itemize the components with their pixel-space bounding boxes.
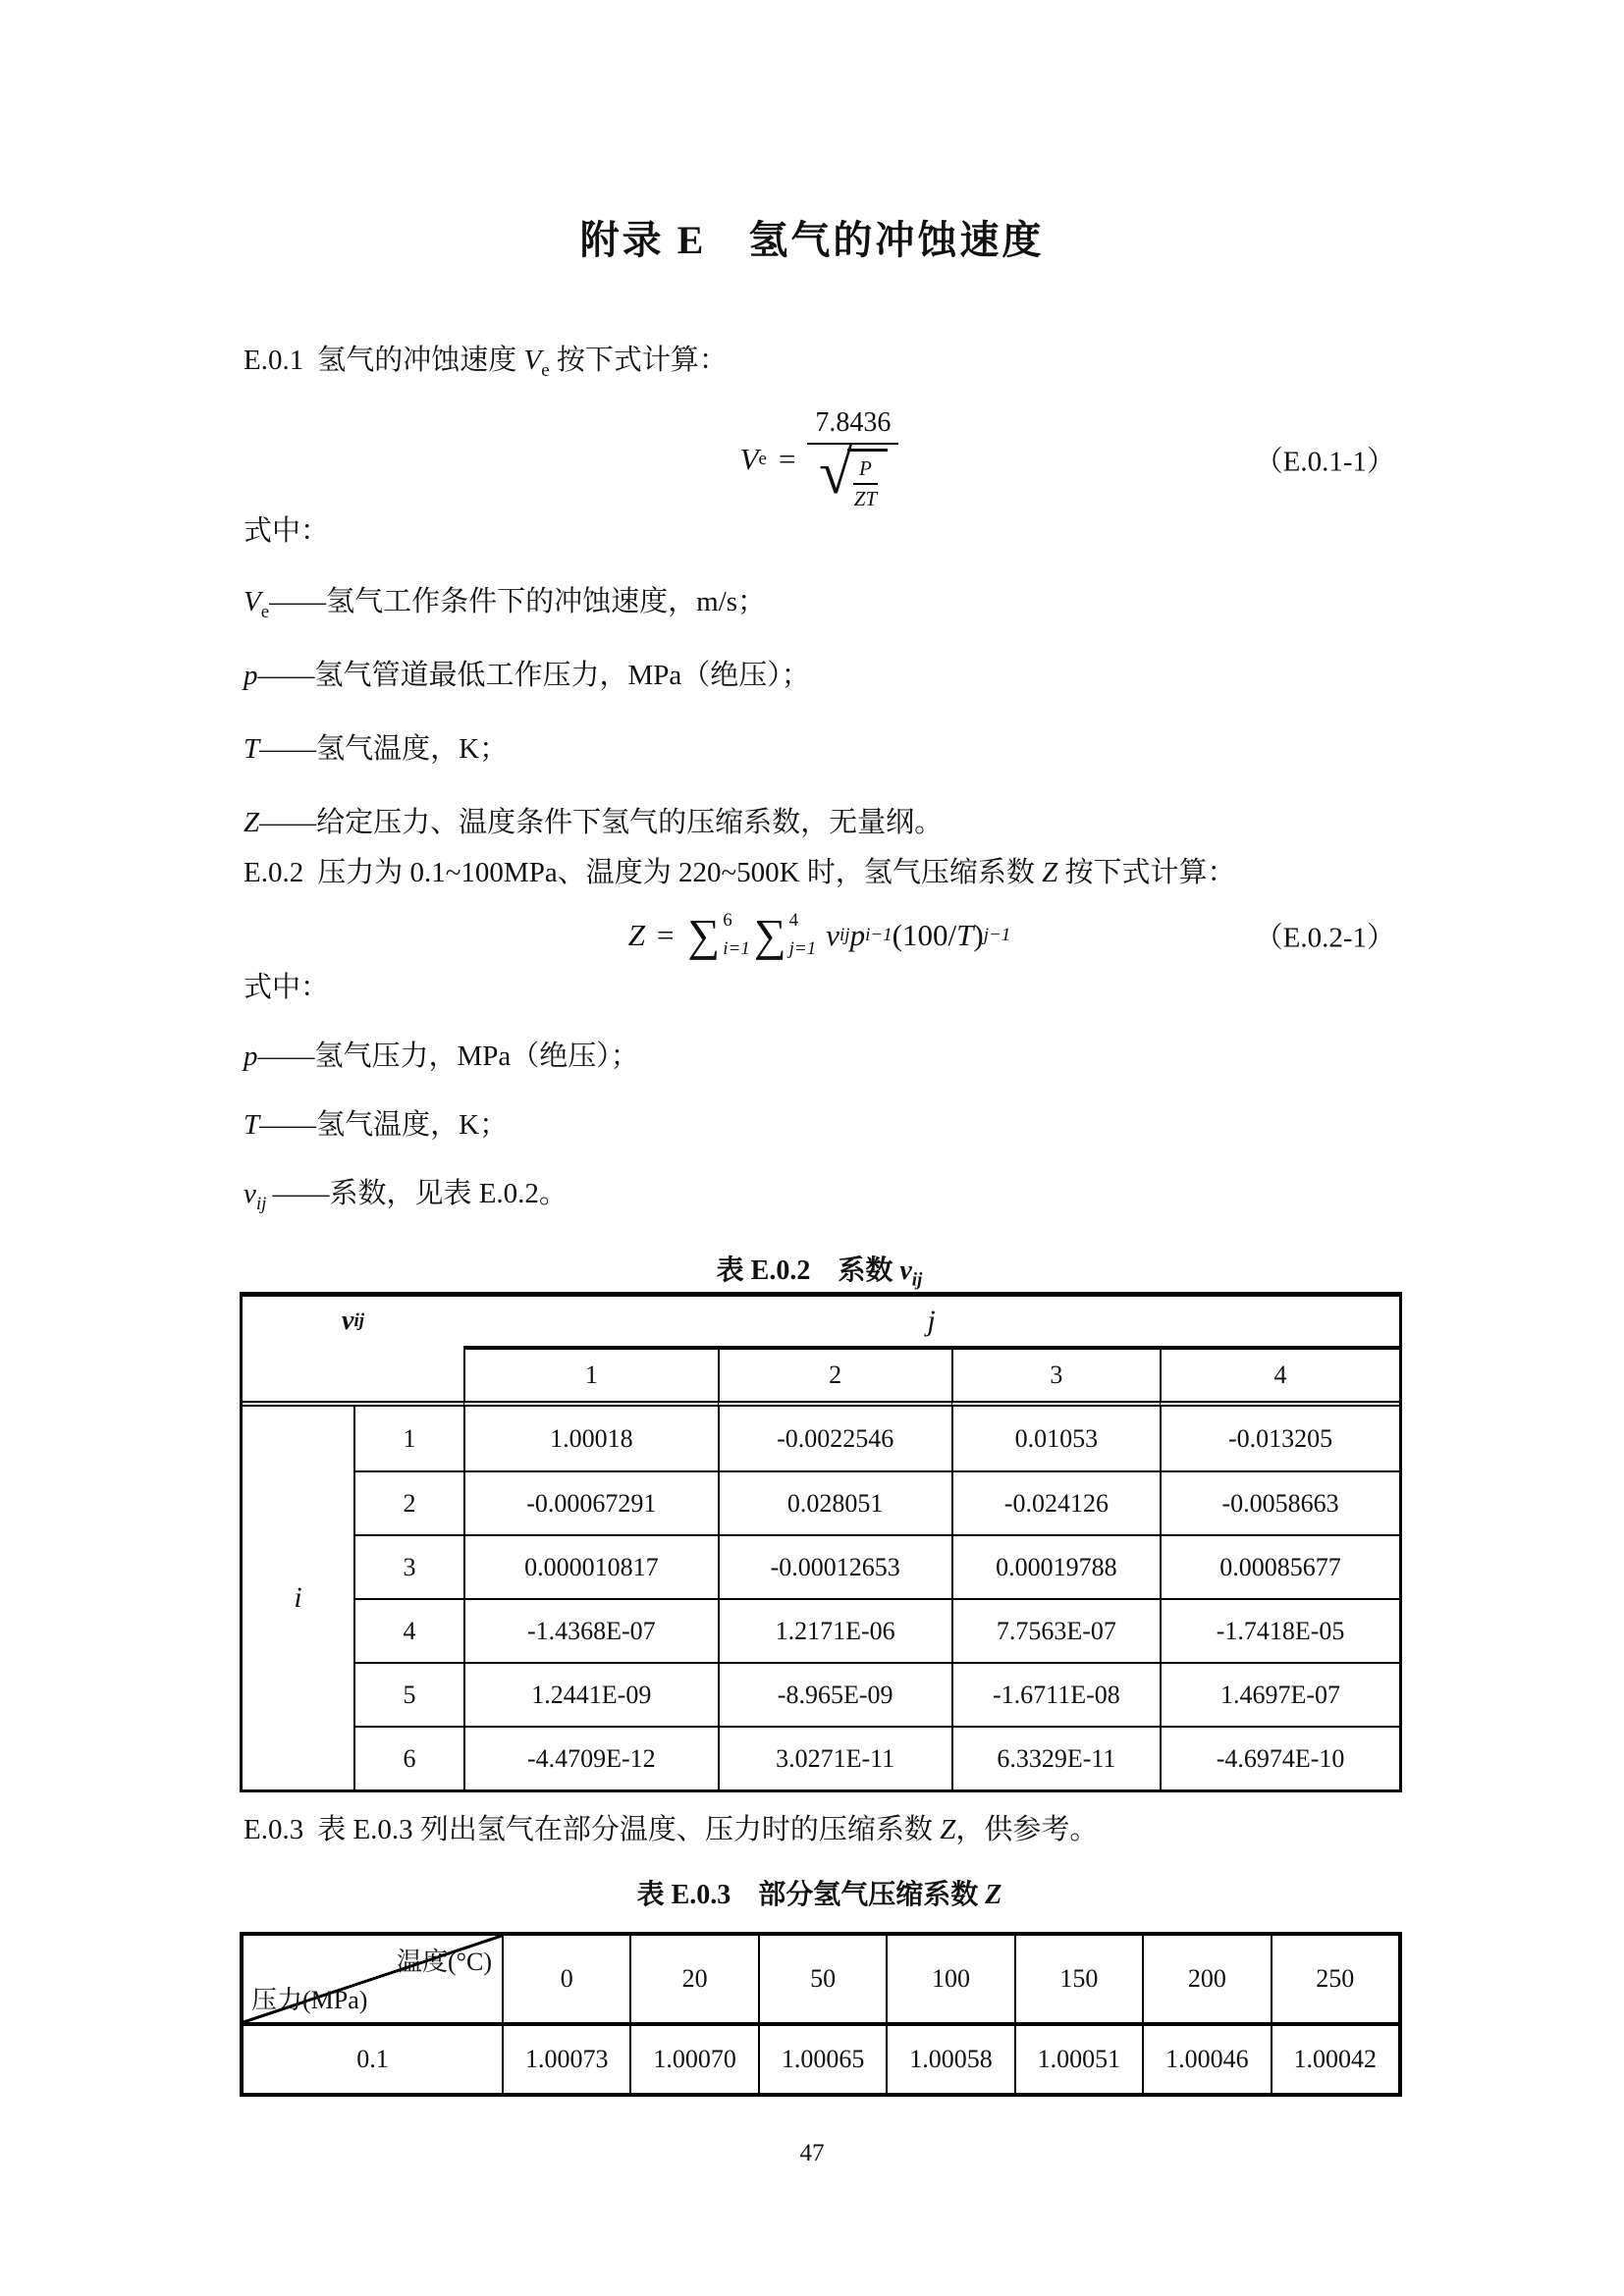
table-cell: 1.00051: [1014, 2026, 1142, 2093]
equation-label: （E.0.2-1）: [1254, 922, 1395, 954]
clause-text: 压力为 0.1~100MPa、温度为 220~500K 时，氢气压缩系数: [317, 857, 1043, 888]
table-cell: -8.965E-09: [718, 1662, 951, 1726]
definition-line: $V_e——$氢气工作条件下的冲蚀速度，m/s；: [244, 586, 767, 622]
column-header: 20: [629, 1936, 757, 2026]
clause-text: 氢气的冲蚀速度: [317, 345, 524, 376]
clause-code: E.0.1: [244, 345, 304, 376]
var-z: Z: [940, 1814, 956, 1845]
column-header: 1: [463, 1346, 718, 1407]
clause-text: 表 E.0.3 列出氢气在部分温度、压力时的压缩系数: [317, 1814, 941, 1845]
equation-e011: [244, 398, 1395, 520]
table-cell: -0.00012653: [718, 1534, 951, 1598]
equation-label: （E.0.1-1）: [1254, 446, 1395, 477]
table-cell: 7.7563E-07: [951, 1598, 1160, 1662]
definition-line: p——氢气管道最低工作压力，MPa（绝压）；: [244, 660, 810, 691]
var-z: Z: [1042, 857, 1058, 888]
clause-code: E.0.2: [244, 857, 304, 888]
sigma-symbol: ∑: [753, 910, 786, 960]
numerator: 7.8436: [807, 407, 898, 445]
table-cell: -4.4709E-12: [463, 1726, 718, 1789]
clause-e01: E.0.1 氢气的冲蚀速度 $V_e$ 按下式计算：: [244, 345, 728, 381]
pressure-axis-label: 压力(MPa): [251, 1986, 368, 2014]
table-cell: 1.00018: [463, 1407, 718, 1470]
summation-i: ∑ 6 i=1: [687, 910, 750, 960]
row-header: 2: [353, 1470, 463, 1534]
table-cell: 0.00019788: [951, 1534, 1160, 1598]
table-cell: -1.6711E-08: [951, 1662, 1160, 1726]
radical-sign: √: [818, 439, 853, 507]
table-cell: 1.00073: [502, 2026, 629, 2093]
compressibility-table: [240, 1932, 1402, 2097]
definition-line: T——氢气温度，K；: [244, 1109, 509, 1141]
row-header: 3: [353, 1534, 463, 1598]
equation-body: V e = 7.8436 √ P ZT: [740, 407, 899, 511]
diagonal-header-cell: [244, 1936, 502, 2026]
column-header: 3: [951, 1346, 1160, 1407]
row-header: 0.1: [356, 2045, 389, 2073]
where-label: 式中：: [244, 515, 330, 547]
var-t: T: [956, 918, 974, 952]
definition-line: Z——给定压力、温度条件下氢气的压缩系数，无量纲。: [244, 807, 944, 838]
column-header: 50: [758, 1936, 886, 2026]
var-t: T: [244, 733, 260, 765]
equation-body: Z = ∑ 6 i=1 ∑ 4 j=1 v ij p i−1 (100/ T ) j−1: [627, 910, 1011, 960]
where-label: 式中：: [244, 972, 330, 1003]
var-ve: V: [739, 441, 759, 476]
table-cell: -0.0022546: [718, 1407, 951, 1470]
var-p: p: [244, 1041, 258, 1072]
table-cell: -4.6974E-10: [1160, 1726, 1399, 1789]
sigma-symbol: ∑: [687, 910, 721, 960]
column-header: 0: [502, 1936, 629, 2026]
row-header: 5: [353, 1662, 463, 1726]
table-e03-title: 表 E.0.3 部分氢气压缩系数 Z: [636, 1880, 1002, 1910]
var-ve: V: [244, 586, 261, 617]
table-cell: 0.028051: [718, 1470, 951, 1534]
row-header: 6: [353, 1726, 463, 1789]
table-cell: 1.4697E-07: [1160, 1662, 1399, 1726]
column-header: 100: [886, 1936, 1013, 2026]
table-cell: 1.2171E-06: [718, 1598, 951, 1662]
table-cell: 1.00046: [1142, 2026, 1270, 2093]
table-cell: 1.00070: [629, 2026, 757, 2093]
column-header: 2: [718, 1346, 951, 1407]
summation-j: ∑ 4 j=1: [753, 910, 817, 960]
table-cell: 3.0271E-11: [718, 1726, 951, 1789]
table-cell: 6.3329E-11: [951, 1726, 1160, 1789]
definition-line: T——氢气温度，K；: [244, 733, 509, 765]
definition-line: p——氢气压力，MPa（绝压）；: [244, 1041, 639, 1072]
table-cell: 1.00058: [886, 2026, 1013, 2093]
column-header: 4: [1160, 1346, 1399, 1407]
var-vij: v: [244, 1178, 256, 1209]
var-z: Z: [627, 918, 645, 952]
var-ve: V: [523, 345, 542, 376]
table-cell: 1.2441E-09: [463, 1662, 718, 1726]
table-cell: -0.024126: [951, 1470, 1160, 1534]
var-zt: ZT: [853, 486, 878, 510]
var-p: P: [859, 455, 872, 480]
clause-code: E.0.3: [244, 1814, 304, 1845]
clause-e02: E.0.2 压力为 0.1~100MPa、温度为 220~500K 时，氢气压缩系数 Z 按下式计算：: [244, 857, 1236, 888]
blank-cell: [243, 1346, 463, 1407]
equation-e021: [244, 901, 1395, 970]
table-cell: -0.0058663: [1160, 1470, 1399, 1534]
row-header: 4: [353, 1598, 463, 1662]
var-t: T: [244, 1109, 260, 1141]
definition-line: $v_{ij}$ ——系数，见表 E.0.2。: [244, 1178, 568, 1214]
coefficient-table: [240, 1292, 1402, 1792]
denominator: [818, 439, 888, 511]
table-cell: 1.00065: [758, 2026, 886, 2093]
table-cell: 0.01053: [951, 1407, 1160, 1470]
page-title: 附录 E 氢气的冲蚀速度: [579, 218, 1045, 262]
temperature-axis-label: 温度(°C): [396, 1948, 492, 1976]
table-cell: -1.7418E-05: [1160, 1598, 1399, 1662]
row-header: 1: [353, 1407, 463, 1470]
page-number: 47: [799, 2140, 825, 2166]
i-axis-label: i: [294, 1581, 302, 1614]
table-cell: 0.00085677: [1160, 1534, 1399, 1598]
table-cell: 0.000010817: [463, 1534, 718, 1598]
column-header: 150: [1014, 1936, 1142, 2026]
var-p: p: [244, 660, 258, 691]
table-cell: -0.00067291: [463, 1470, 718, 1534]
var-z: Z: [244, 807, 260, 838]
var-p: p: [849, 918, 866, 952]
square-root: [818, 439, 888, 511]
j-axis-label: j: [927, 1305, 936, 1337]
column-header: 200: [1142, 1936, 1270, 2026]
fraction: [807, 407, 898, 511]
table-e02-title: 表 E.0.2 系数 $v_{ij}$: [716, 1255, 923, 1291]
table-cell: -0.013205: [1160, 1407, 1399, 1470]
corner-label-vij: v ij: [342, 1306, 364, 1336]
table-cell: 1.00042: [1271, 2026, 1398, 2093]
table-cell: -1.4368E-07: [463, 1598, 718, 1662]
var-v: v: [826, 918, 839, 952]
clause-e03: E.0.3 表 E.0.3 列出氢气在部分温度、压力时的压缩系数 Z，供参考。: [244, 1814, 1099, 1845]
column-header: 250: [1271, 1936, 1398, 2026]
